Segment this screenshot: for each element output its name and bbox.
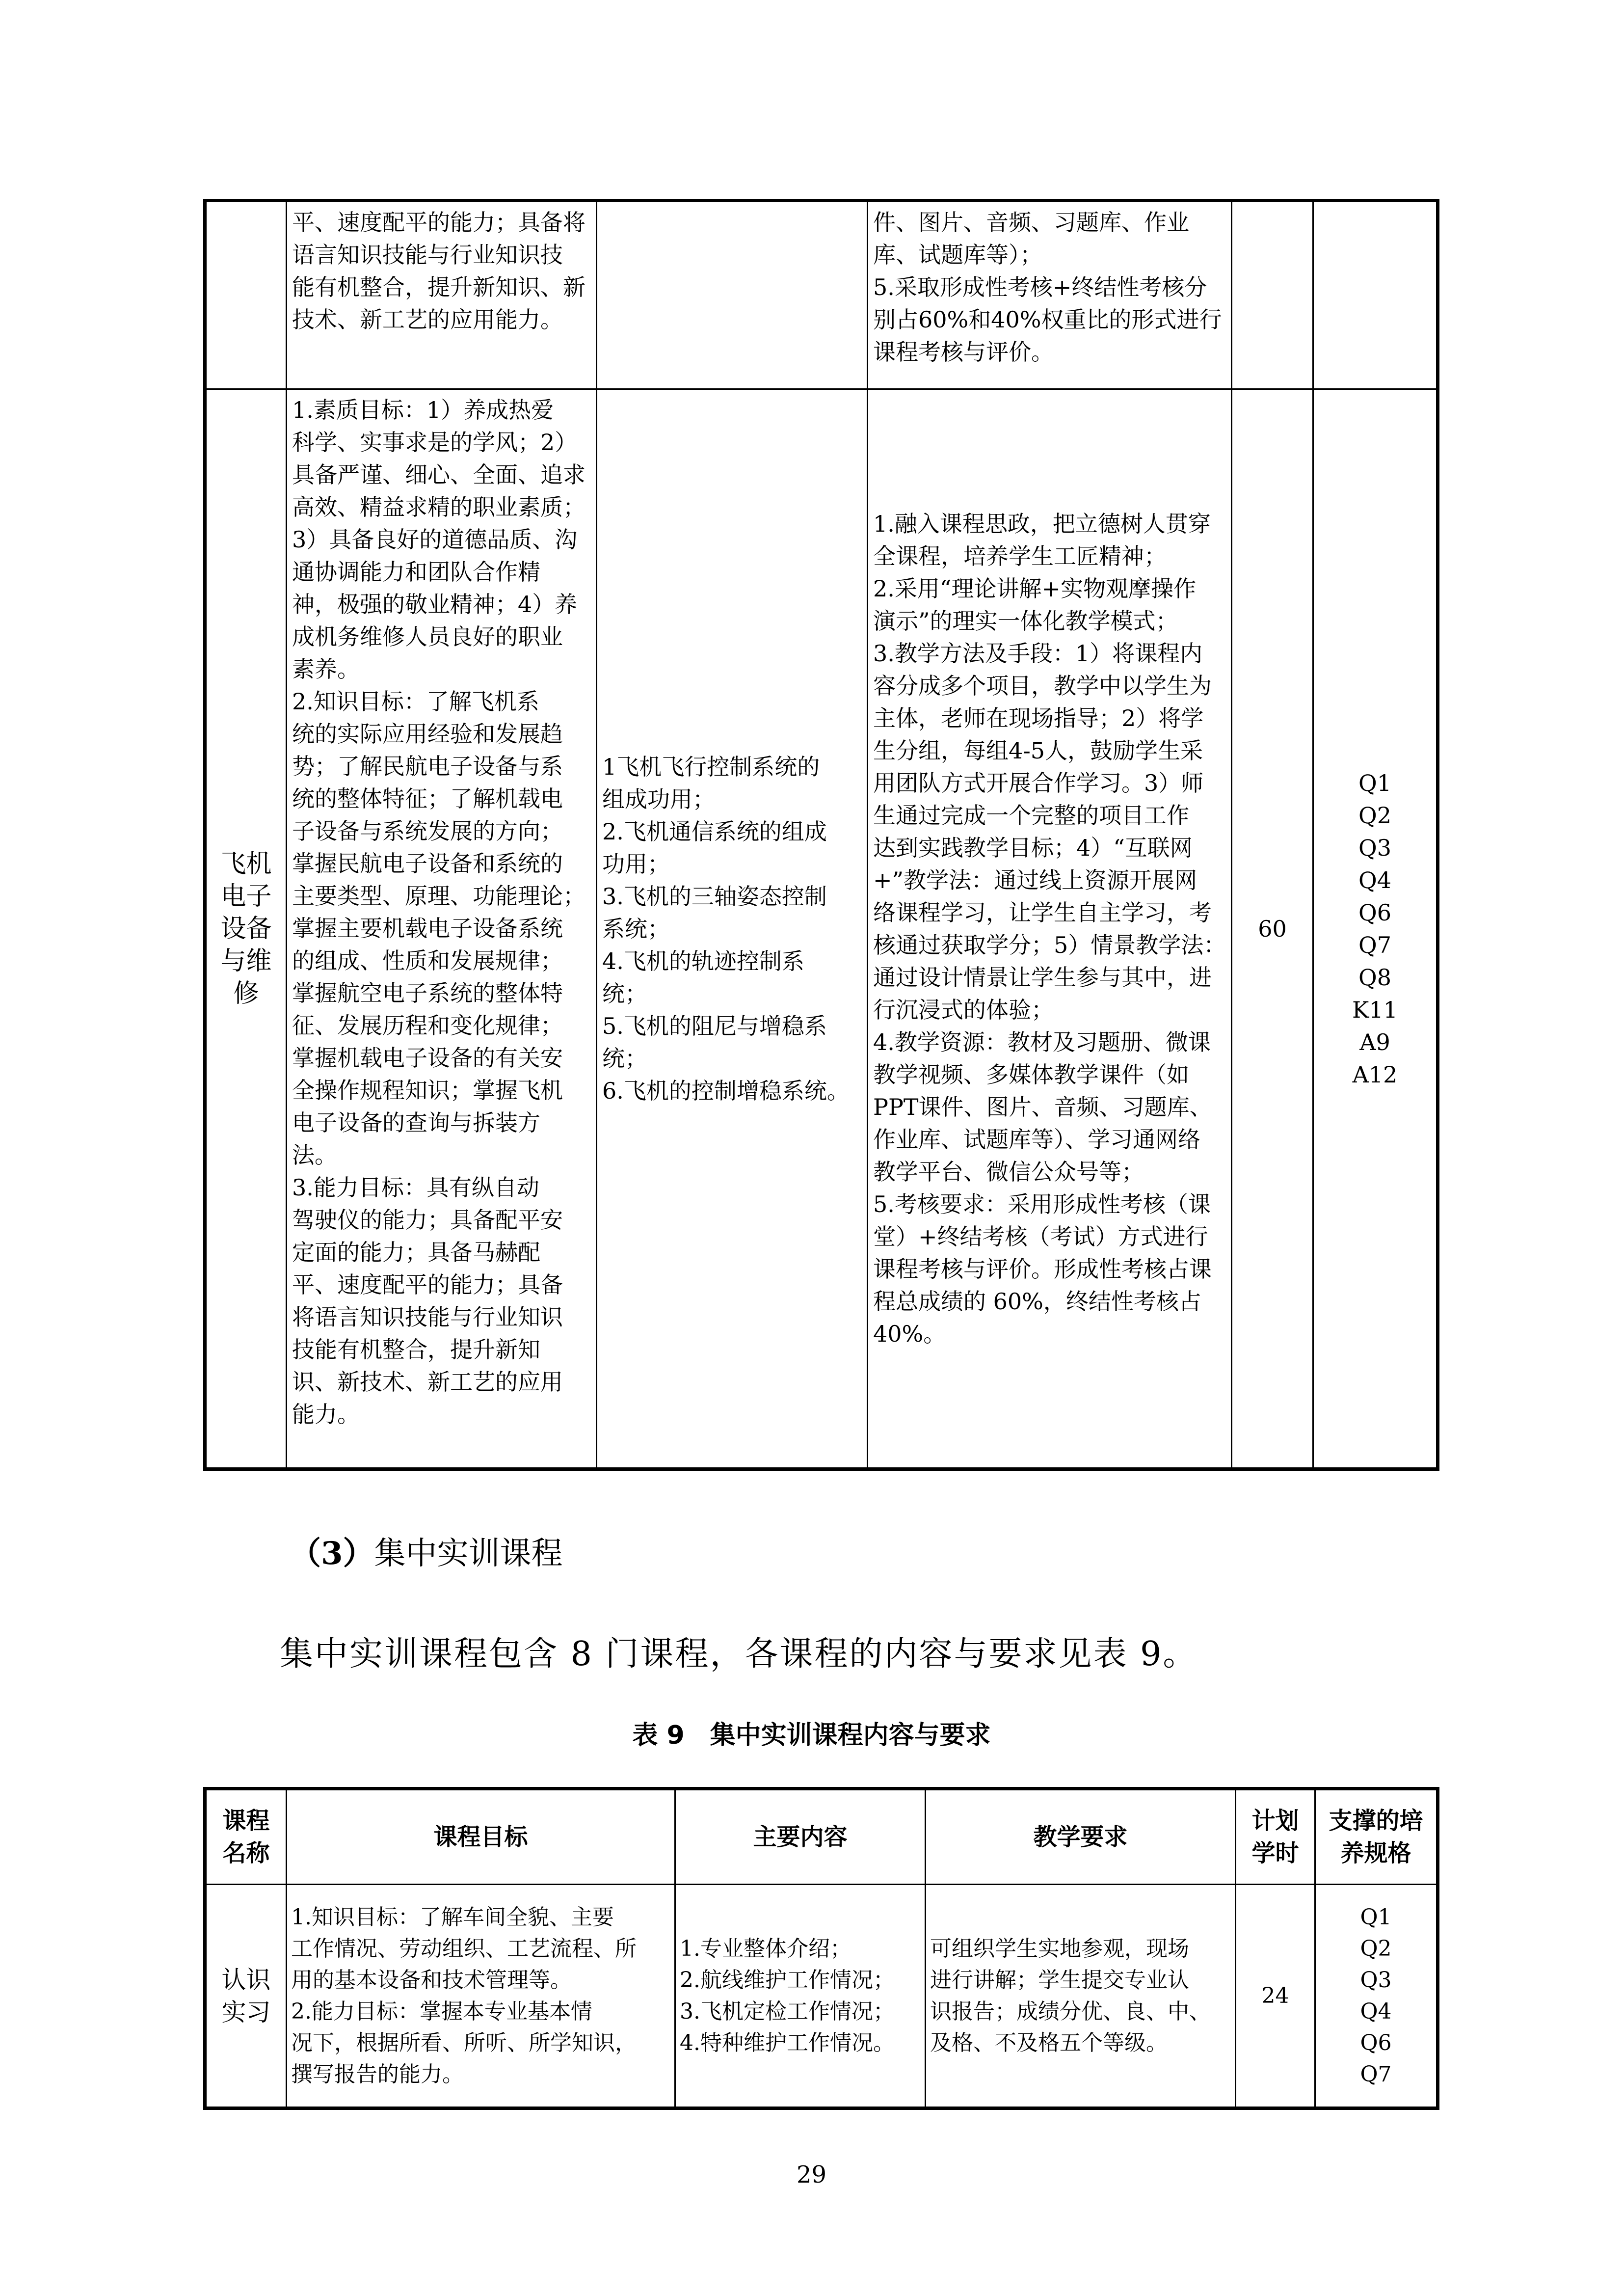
course-requirement-cell: 件、图片、音频、习题库、作业 库、试题库等）； 5.采取形成性考核+终结性考核分 别占60%和40%权重比的形式进行 课程考核与评价。 <box>868 201 1232 389</box>
page-number: 29 <box>796 2161 827 2188</box>
course-content-cell <box>597 201 868 389</box>
course-specs-cell: Q1 Q2 Q3 Q4 Q6 Q7 <box>1315 1885 1438 2108</box>
header-requirement: 教学要求 <box>926 1789 1236 1885</box>
course-name-cell: 飞机 电子 设备 与维 修 <box>205 389 287 1469</box>
header-hours: 计划 学时 <box>1236 1789 1315 1885</box>
table-row <box>205 1885 1438 2108</box>
course-objective-cell: 平、速度配平的能力；具备将 语言知识技能与行业知识技 能有机整合，提升新知识、新 技术、新工艺的应用能力。 <box>287 201 597 389</box>
course-name-cell: 认识 实习 <box>205 1885 287 2108</box>
course-objective-cell: 1.素质目标：1）养成热爱 科学、实事求是的学风；2） 具备严谨、细心、全面、追求 高效、精益求精的职业素质； 3）具备良好的道德品质、沟 通协调能力和团队合作精 神，极强的敬业精神；4）养 成机务维修人员良好的职业 素养。 2.知识目标：了解飞机系 统的实际应用经验和发展趋 势；了解民航电子设备与系 统的整体特征；了解机载电 子设备与系统发展的方向； 掌握民航电子设备和系统的 主要类型、原理、功能理论； 掌握主要机载电子设备系统 的组成、性质和发展规律； 掌握航空电子系统的整体特 征、发展历程和变化规律； 掌握机载电子设备的有关安 全操作规程知识；掌握飞机 电子设备的查询与拆装方 法。 3.能力目标：具有纵自动 驾驶仪的能力；具备配平安 定面的能力；具备马赫配 平、速度配平的能力；具备 将语言知识技能与行业知识 技能有机整合，提升新知 识、新技术、新工艺的应用 能力。 <box>287 389 597 1469</box>
course-specs-cell: Q1 Q2 Q3 Q4 Q6 Q7 Q8 K11 A9 A12 <box>1313 389 1438 1469</box>
course-content-cell: 1.专业整体介绍； 2.航线维护工作情况； 3.飞机定检工作情况； 4.特种维护工作情况。 <box>675 1885 926 2108</box>
course-objective-cell: 1.知识目标：了解车间全貌、主要 工作情况、劳动组织、工艺流程、所 用的基本设备和技术管理等。 2.能力目标：掌握本专业基本情 况下，根据所看、所听、所学知识， 撰写报告的能力。 <box>287 1885 675 2108</box>
course-name-cell <box>205 201 287 389</box>
table-row <box>205 389 1438 1469</box>
section-title: 集中实训课程 <box>374 1536 563 1572</box>
course-hours-cell: 60 <box>1232 389 1313 1469</box>
training-course-table <box>203 1787 1439 2110</box>
header-objective: 课程目标 <box>287 1789 675 1885</box>
header-course-name: 课程 名称 <box>205 1789 287 1885</box>
table-row <box>205 201 1438 389</box>
table-header-row <box>205 1789 1438 1885</box>
section-intro-paragraph: 集中实训课程包含 8 门课程，各课程的内容与要求见表 9。 <box>280 1635 1198 1674</box>
course-specs-cell <box>1313 201 1438 389</box>
course-requirement-cell: 可组织学生实地参观，现场 进行讲解；学生提交专业认 识报告；成绩分优、良、中、 及格、不及格五个等级。 <box>926 1885 1236 2108</box>
course-requirement-cell: 1.融入课程思政，把立德树人贯穿 全课程，培养学生工匠精神； 2.采用“理论讲解+实物观摩操作 演示”的理实一体化教学模式； 3.教学方法及手段：1）将课程内 容分成多个项目，教学中以学生为 主体，老师在现场指导；2）将学 生分组，每组4-5人，鼓励学生采 用团队方式开展合作学习。3）师 生通过完成一个完整的项目工作 达到实践教学目标；4）“互联网 +”教学法：通过线上资源开展网 络课程学习，让学生自主学习，考 核通过获取学分；5）情景教学法： 通过设计情景让学生参与其中，进 行沉浸式的体验； 4.教学资源：教材及习题册、微课 教学视频、多媒体教学课件（如 PPT课件、图片、音频、习题库、 作业库、试题库等）、学习通网络 教学平台、微信公众号等； 5.考核要求：采用形成性考核（课 堂）+终结考核（考试）方式进行 课程考核与评价。形成性考核占课 程总成绩的 60%，终结性考核占 40%。 <box>868 389 1232 1469</box>
course-hours-cell: 24 <box>1236 1885 1315 2108</box>
section-heading <box>290 1532 563 1576</box>
section-number: （3） <box>290 1535 374 1572</box>
course-hours-cell <box>1232 201 1313 389</box>
course-table-continuation <box>203 199 1439 1471</box>
course-content-cell: 1飞机飞行控制系统的 组成功用； 2.飞机通信系统的组成 功用； 3.飞机的三轴姿态控制 系统； 4.飞机的轨迹控制系 统； 5.飞机的阻尼与增稳系 统； 6.飞机的控制增稳系统。 <box>597 389 868 1469</box>
header-content: 主要内容 <box>675 1789 926 1885</box>
header-specs: 支撑的培 养规格 <box>1315 1789 1438 1885</box>
table-caption: 表 9 集中实训课程内容与要求 <box>632 1721 991 1750</box>
